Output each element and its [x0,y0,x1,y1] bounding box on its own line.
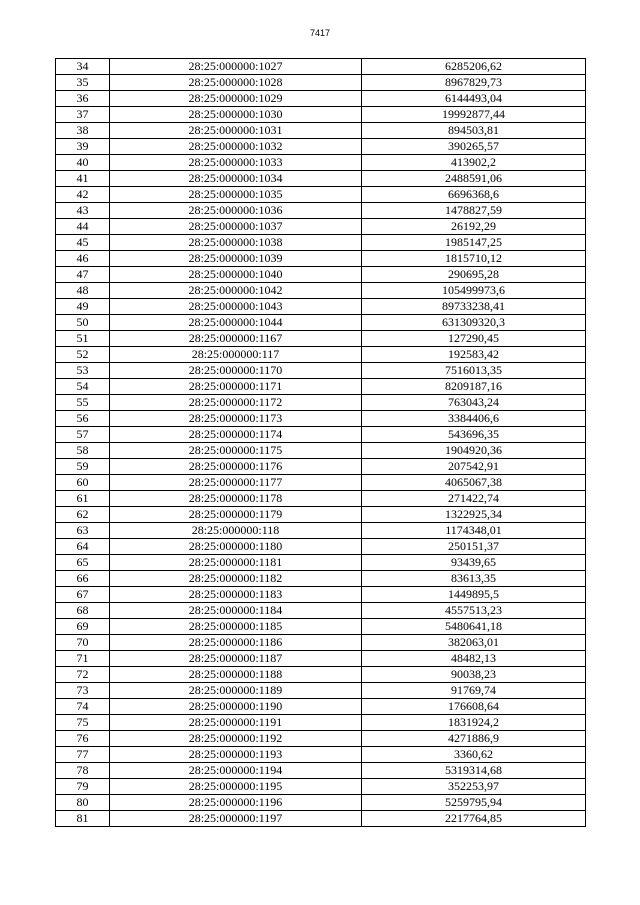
cadastral-value-cell: 127290,45 [362,331,586,347]
table-row [56,171,586,187]
table-row [56,443,586,459]
row-number-cell: 36 [56,91,110,107]
table-row [56,619,586,635]
table-row [56,411,586,427]
row-number-cell: 66 [56,571,110,587]
table-row [56,299,586,315]
row-number-cell: 38 [56,123,110,139]
cadastral-value-cell: 250151,37 [362,539,586,555]
cadastral-number-cell: 28:25:000000:1029 [110,91,362,107]
cadastral-value-cell: 48482,13 [362,651,586,667]
cadastral-value-cell: 1322925,34 [362,507,586,523]
row-number-cell: 81 [56,811,110,827]
table-row [56,491,586,507]
cadastral-number-cell: 28:25:000000:1181 [110,555,362,571]
cadastral-value-cell: 91769,74 [362,683,586,699]
cadastral-value-cell: 4557513,23 [362,603,586,619]
cadastral-number-cell: 28:25:000000:1192 [110,731,362,747]
row-number-cell: 37 [56,107,110,123]
table-row [56,155,586,171]
row-number-cell: 52 [56,347,110,363]
cadastral-value-cell: 83613,35 [362,571,586,587]
cadastral-value-cell: 5259795,94 [362,795,586,811]
table-row [56,427,586,443]
row-number-cell: 73 [56,683,110,699]
cadastral-value-cell: 7516013,35 [362,363,586,379]
row-number-cell: 53 [56,363,110,379]
table-row [56,667,586,683]
row-number-cell: 40 [56,155,110,171]
row-number-cell: 42 [56,187,110,203]
cadastral-value-cell: 352253,97 [362,779,586,795]
table-row [56,699,586,715]
row-number-cell: 78 [56,763,110,779]
row-number-cell: 44 [56,219,110,235]
cadastral-number-cell: 28:25:000000:1179 [110,507,362,523]
cadastral-number-cell: 28:25:000000:1167 [110,331,362,347]
row-number-cell: 55 [56,395,110,411]
row-number-cell: 35 [56,75,110,91]
table-row [56,267,586,283]
cadastral-number-cell: 28:25:000000:1177 [110,475,362,491]
cadastral-number-cell: 28:25:000000:1184 [110,603,362,619]
table-row [56,683,586,699]
cadastral-value-cell: 3384406,6 [362,411,586,427]
cadastral-number-cell: 28:25:000000:1193 [110,747,362,763]
cadastral-value-cell: 2488591,06 [362,171,586,187]
cadastral-value-cell: 192583,42 [362,347,586,363]
cadastral-value-cell: 8967829,73 [362,75,586,91]
row-number-cell: 71 [56,651,110,667]
cadastral-number-cell: 28:25:000000:1170 [110,363,362,379]
cadastral-value-cell: 8209187,16 [362,379,586,395]
cadastral-number-cell: 28:25:000000:1188 [110,667,362,683]
cadastral-number-cell: 28:25:000000:1039 [110,251,362,267]
cadastral-value-cell: 5480641,18 [362,619,586,635]
table-row [56,219,586,235]
cadastral-value-cell: 6144493,04 [362,91,586,107]
row-number-cell: 70 [56,635,110,651]
table-row [56,123,586,139]
table-row [56,75,586,91]
row-number-cell: 45 [56,235,110,251]
cadastral-number-cell: 28:25:000000:1191 [110,715,362,731]
cadastral-number-cell: 28:25:000000:1044 [110,315,362,331]
cadastral-value-cell: 89733238,41 [362,299,586,315]
row-number-cell: 63 [56,523,110,539]
cadastral-value-cell: 19992877,44 [362,107,586,123]
row-number-cell: 77 [56,747,110,763]
table-row [56,91,586,107]
row-number-cell: 67 [56,587,110,603]
cadastral-number-cell: 28:25:000000:1189 [110,683,362,699]
row-number-cell: 46 [56,251,110,267]
cadastral-value-cell: 4271886,9 [362,731,586,747]
table-row [56,139,586,155]
cadastral-value-cell: 1449895,5 [362,587,586,603]
table-row [56,523,586,539]
cadastral-number-cell: 28:25:000000:1185 [110,619,362,635]
cadastral-number-cell: 28:25:000000:1180 [110,539,362,555]
row-number-cell: 59 [56,459,110,475]
cadastral-number-cell: 28:25:000000:1030 [110,107,362,123]
table-row [56,283,586,299]
table-row [56,811,586,827]
table-row [56,315,586,331]
cadastral-number-cell: 28:25:000000:1035 [110,187,362,203]
row-number-cell: 76 [56,731,110,747]
table-row [56,507,586,523]
cadastral-value-cell: 93439,65 [362,555,586,571]
cadastral-number-cell: 28:25:000000:1197 [110,811,362,827]
cadastral-number-cell: 28:25:000000:117 [110,347,362,363]
cadastral-number-cell: 28:25:000000:1172 [110,395,362,411]
table-row [56,763,586,779]
row-number-cell: 48 [56,283,110,299]
cadastral-value-cell: 105499973,6 [362,283,586,299]
cadastral-number-cell: 28:25:000000:1171 [110,379,362,395]
table-row [56,251,586,267]
cadastral-number-cell: 28:25:000000:1176 [110,459,362,475]
row-number-cell: 72 [56,667,110,683]
table-row [56,347,586,363]
table-row [56,187,586,203]
row-number-cell: 75 [56,715,110,731]
cadastral-number-cell: 28:25:000000:1042 [110,283,362,299]
page-number: 7417 [309,28,331,38]
table-row [56,731,586,747]
row-number-cell: 69 [56,619,110,635]
table-row [56,635,586,651]
cadastral-number-cell: 28:25:000000:1040 [110,267,362,283]
cadastral-value-cell: 1815710,12 [362,251,586,267]
cadastral-number-cell: 28:25:000000:1183 [110,587,362,603]
table-row [56,59,586,75]
row-number-cell: 47 [56,267,110,283]
cadastral-value-cell: 290695,28 [362,267,586,283]
cadastral-value-cell: 207542,91 [362,459,586,475]
cadastral-number-cell: 28:25:000000:1190 [110,699,362,715]
cadastral-value-cell: 390265,57 [362,139,586,155]
cadastral-number-cell: 28:25:000000:1043 [110,299,362,315]
table-row [56,587,586,603]
row-number-cell: 43 [56,203,110,219]
table-row [56,539,586,555]
row-number-cell: 51 [56,331,110,347]
cadastral-number-cell: 28:25:000000:1034 [110,171,362,187]
cadastral-value-cell: 1831924,2 [362,715,586,731]
table-row [56,555,586,571]
table-row [56,651,586,667]
row-number-cell: 61 [56,491,110,507]
cadastral-value-cell: 763043,24 [362,395,586,411]
row-number-cell: 39 [56,139,110,155]
cadastral-value-cell: 382063,01 [362,635,586,651]
cadastral-value-cell: 271422,74 [362,491,586,507]
table-row [56,715,586,731]
row-number-cell: 56 [56,411,110,427]
row-number-cell: 54 [56,379,110,395]
cadastral-value-cell: 1904920,36 [362,443,586,459]
cadastral-number-cell: 28:25:000000:1031 [110,123,362,139]
cadastral-value-cell: 3360,62 [362,747,586,763]
cadastral-number-cell: 28:25:000000:1028 [110,75,362,91]
cadastral-number-cell: 28:25:000000:1173 [110,411,362,427]
cadastral-number-cell: 28:25:000000:1038 [110,235,362,251]
cadastral-value-cell: 1174348,01 [362,523,586,539]
cadastral-number-cell: 28:25:000000:1032 [110,139,362,155]
cadastral-value-cell: 5319314,68 [362,763,586,779]
cadastral-number-cell: 28:25:000000:1175 [110,443,362,459]
cadastral-number-cell: 28:25:000000:1036 [110,203,362,219]
cadastral-value-cell: 1478827,59 [362,203,586,219]
cadastral-number-cell: 28:25:000000:1187 [110,651,362,667]
cadastral-value-cell: 90038,23 [362,667,586,683]
table-row [56,475,586,491]
cadastral-number-cell: 28:25:000000:1033 [110,155,362,171]
cadastral-value-table [55,58,586,827]
table-row [56,363,586,379]
row-number-cell: 41 [56,171,110,187]
table-row [56,603,586,619]
row-number-cell: 62 [56,507,110,523]
cadastral-value-cell: 176608,64 [362,699,586,715]
cadastral-number-cell: 28:25:000000:1186 [110,635,362,651]
row-number-cell: 60 [56,475,110,491]
row-number-cell: 58 [56,443,110,459]
row-number-cell: 74 [56,699,110,715]
cadastral-number-cell: 28:25:000000:1037 [110,219,362,235]
table-row [56,571,586,587]
row-number-cell: 79 [56,779,110,795]
row-number-cell: 49 [56,299,110,315]
table-row [56,779,586,795]
row-number-cell: 68 [56,603,110,619]
cadastral-value-cell: 631309320,3 [362,315,586,331]
cadastral-value-cell: 6696368,6 [362,187,586,203]
table-body [56,59,586,827]
table-row [56,395,586,411]
cadastral-value-cell: 413902,2 [362,155,586,171]
table-row [56,795,586,811]
table-row [56,459,586,475]
row-number-cell: 80 [56,795,110,811]
cadastral-number-cell: 28:25:000000:1027 [110,59,362,75]
cadastral-number-cell: 28:25:000000:1196 [110,795,362,811]
cadastral-number-cell: 28:25:000000:1195 [110,779,362,795]
cadastral-value-cell: 4065067,38 [362,475,586,491]
cadastral-value-cell: 2217764,85 [362,811,586,827]
table-row [56,235,586,251]
cadastral-number-cell: 28:25:000000:1174 [110,427,362,443]
table-row [56,203,586,219]
table-row [56,331,586,347]
cadastral-value-cell: 1985147,25 [362,235,586,251]
cadastral-number-cell: 28:25:000000:1182 [110,571,362,587]
cadastral-number-cell: 28:25:000000:1194 [110,763,362,779]
cadastral-value-cell: 6285206,62 [362,59,586,75]
cadastral-value-cell: 894503,81 [362,123,586,139]
table-row [56,107,586,123]
table-row [56,747,586,763]
cadastral-number-cell: 28:25:000000:118 [110,523,362,539]
table-row [56,379,586,395]
cadastral-value-cell: 543696,35 [362,427,586,443]
row-number-cell: 64 [56,539,110,555]
cadastral-value-cell: 26192,29 [362,219,586,235]
row-number-cell: 34 [56,59,110,75]
row-number-cell: 57 [56,427,110,443]
row-number-cell: 65 [56,555,110,571]
row-number-cell: 50 [56,315,110,331]
cadastral-number-cell: 28:25:000000:1178 [110,491,362,507]
